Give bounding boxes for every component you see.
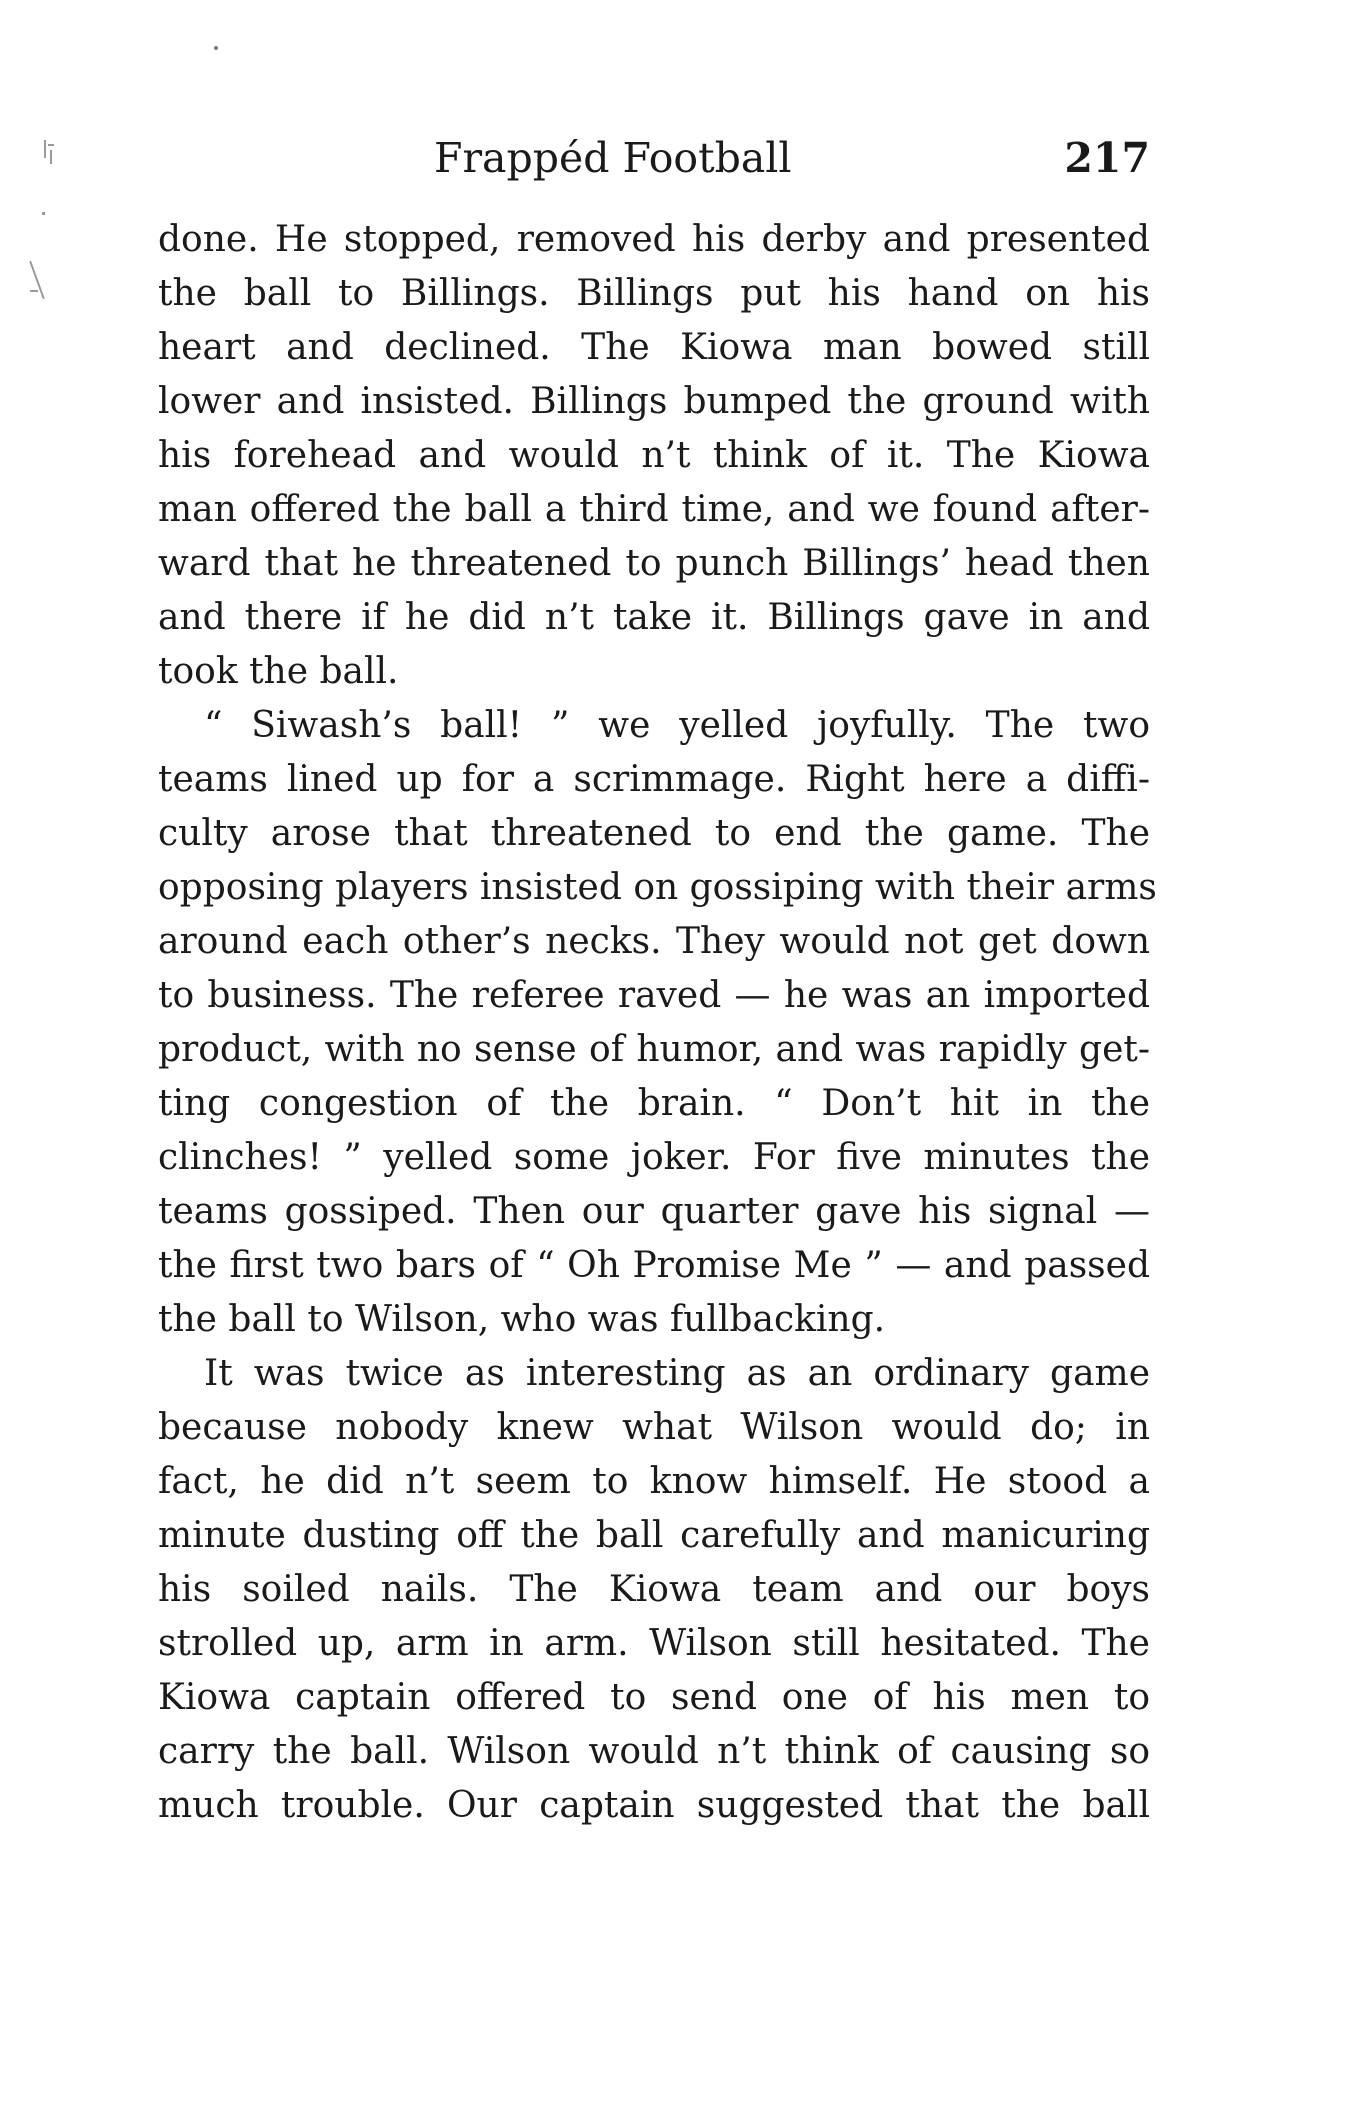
text-line: done. He stopped, removed his derby and presented <box>158 219 1150 260</box>
text-line: ward that he threatened to punch Billings’ head then <box>158 543 1150 584</box>
text-line: teams lined up for a scrimmage. Right here a diffi- <box>158 759 1150 800</box>
body-text <box>158 213 1157 1833</box>
running-head <box>158 128 1150 188</box>
text-line: the first two bars of “ Oh Promise Me ” — and passed <box>158 1245 1150 1286</box>
text-line: ting congestion of the brain. “ Don’t hit in the <box>158 1083 1150 1124</box>
text-line: strolled up, arm in arm. Wilson still hesitated. The <box>158 1623 1150 1664</box>
text-line: heart and declined. The Kiowa man bowed still <box>158 327 1150 368</box>
text-line: around each other’s necks. They would not get down <box>158 921 1150 962</box>
text-line: because nobody knew what Wilson would do; in <box>158 1407 1150 1448</box>
text-line: lower and insisted. Billings bumped the ground with <box>158 381 1150 422</box>
running-head-title: Frappéd Football <box>434 134 792 182</box>
text-line: much trouble. Our captain suggested that the ball <box>158 1785 1150 1826</box>
paragraph-first-line: “ Siwash’s ball! ” we yelled joyfully. The two <box>204 705 1150 746</box>
text-line: took the ball. <box>158 651 399 692</box>
text-line: his forehead and would n’t think of it. The Kiowa <box>158 435 1150 476</box>
text-line: teams gossiped. Then our quarter gave his signal — <box>158 1191 1150 1232</box>
text-line: clinches! ” yelled some joker. For five minutes the <box>158 1137 1150 1178</box>
text-line: the ball to Billings. Billings put his hand on his <box>158 273 1150 314</box>
page-number: 217 <box>1064 134 1150 182</box>
text-line: opposing players insisted on gossiping with their arms <box>158 867 1157 908</box>
text-line: carry the ball. Wilson would n’t think of causing so <box>158 1731 1150 1772</box>
text-line: fact, he did n’t seem to know himself. He stood a <box>158 1461 1150 1502</box>
text-line: his soiled nails. The Kiowa team and our boys <box>158 1569 1150 1610</box>
text-line: and there if he did n’t take it. Billings gave in and <box>158 597 1150 638</box>
margin-pencil-marks <box>30 140 70 320</box>
text-line: minute dusting off the ball carefully and manicuring <box>158 1515 1150 1556</box>
text-line: man offered the ball a third time, and we found after- <box>158 489 1150 530</box>
text-line: product, with no sense of humor, and was rapidly get- <box>158 1029 1150 1070</box>
text-line: the ball to Wilson, who was fullbacking. <box>158 1299 886 1340</box>
text-line: culty arose that threatened to end the game. The <box>158 813 1150 854</box>
text-line: Kiowa captain offered to send one of his men to <box>158 1677 1150 1718</box>
paragraph-first-line: It was twice as interesting as an ordinary game <box>204 1353 1150 1394</box>
ink-speck <box>214 46 218 50</box>
text-line: to business. The referee raved — he was an imported <box>158 975 1150 1016</box>
